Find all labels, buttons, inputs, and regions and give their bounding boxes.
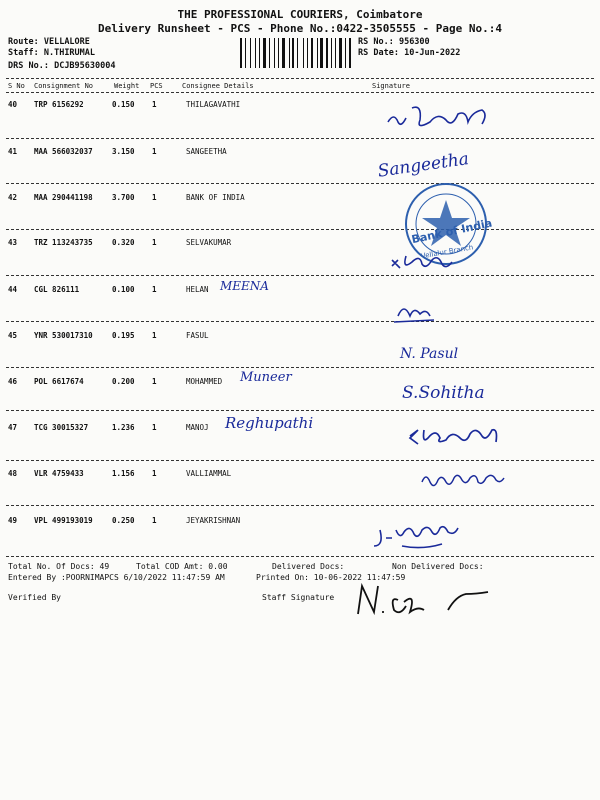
delivered-docs: Delivered Docs: bbox=[272, 562, 345, 571]
row-sno: 43 bbox=[8, 238, 18, 247]
barcode-bar bbox=[339, 38, 342, 68]
verified-by-label: Verified By bbox=[8, 593, 61, 602]
row-consignee: FASUL bbox=[186, 331, 209, 340]
barcode-bar bbox=[274, 38, 276, 68]
col-header-consignee: Consignee Details bbox=[182, 82, 254, 90]
barcode-bar bbox=[257, 38, 258, 68]
row-weight: 0.250 bbox=[112, 516, 135, 525]
signature-row-49 bbox=[372, 520, 482, 556]
col-header-weight: Weight bbox=[114, 82, 140, 90]
rs-no-value: 956300 bbox=[398, 37, 430, 47]
barcode-bar bbox=[326, 38, 328, 68]
row-pcs: 1 bbox=[152, 469, 157, 478]
rs-date-line bbox=[358, 48, 460, 58]
barcode-bar bbox=[267, 38, 268, 68]
barcode-bar bbox=[240, 38, 242, 68]
row-weight: 0.150 bbox=[112, 100, 135, 109]
row-pcs: 1 bbox=[152, 147, 157, 156]
barcode-bar bbox=[269, 38, 270, 68]
signature-row-41-text: Sangeetha bbox=[376, 149, 471, 182]
staff-signature-mark bbox=[352, 580, 532, 620]
row-consignee: VALLIAMMAL bbox=[186, 469, 232, 478]
barcode-bar bbox=[263, 38, 266, 68]
row-sno: 44 bbox=[8, 285, 18, 294]
row-weight: 1.236 bbox=[112, 423, 135, 432]
barcode-bar bbox=[307, 38, 308, 68]
stamp-bank-name: Bank of India bbox=[410, 216, 494, 247]
row-weight: 1.156 bbox=[112, 469, 135, 478]
rs-date-value: 10-Jun-2022 bbox=[404, 48, 461, 58]
barcode-bar bbox=[243, 38, 244, 68]
signature-row-43 bbox=[388, 248, 478, 278]
barcode-bar bbox=[286, 38, 288, 68]
row-consignment: VLR 4759433 bbox=[34, 469, 84, 478]
row-consignment: MAA 566032037 bbox=[34, 147, 93, 156]
row-weight: 0.195 bbox=[112, 331, 135, 340]
barcode-bar bbox=[295, 38, 296, 68]
row-consignment: VPL 499193019 bbox=[34, 516, 93, 525]
row-handwritten-name: MEENA bbox=[220, 279, 269, 293]
signature-row-40 bbox=[380, 100, 520, 138]
row-sno: 48 bbox=[8, 469, 18, 478]
signature-row-47 bbox=[404, 420, 524, 454]
row-sno: 47 bbox=[8, 423, 18, 432]
divider bbox=[6, 229, 594, 230]
divider bbox=[6, 78, 594, 79]
page-title: THE PROFESSIONAL COURIERS, Coimbatore bbox=[177, 8, 423, 21]
total-docs: Total No. Of Docs: 49 bbox=[8, 562, 110, 571]
barcode-bar bbox=[255, 38, 256, 68]
row-weight: 0.100 bbox=[112, 285, 135, 294]
divider bbox=[6, 556, 594, 557]
drs-label: DRS No.: bbox=[8, 61, 49, 71]
divider bbox=[6, 183, 594, 184]
printed-on: Printed On: 10-06-2022 11:47:59 bbox=[256, 573, 406, 582]
barcode-bar bbox=[276, 38, 277, 68]
barcode-bar bbox=[309, 38, 310, 68]
signature-row-46 bbox=[398, 376, 508, 408]
row-pcs: 1 bbox=[152, 285, 157, 294]
drs-value: DCJB95630004 bbox=[54, 61, 116, 71]
barcode-bar bbox=[245, 38, 246, 68]
barcode-bar bbox=[261, 38, 262, 68]
barcode-bar bbox=[252, 38, 254, 68]
row-weight: 3.150 bbox=[112, 147, 135, 156]
row-consignment: TCG 30015327 bbox=[34, 423, 89, 432]
row-pcs: 1 bbox=[152, 516, 157, 525]
route-line bbox=[8, 37, 90, 47]
col-header-pcs: PCS bbox=[150, 82, 163, 90]
non-delivered-docs: Non Delivered Docs: bbox=[392, 562, 484, 571]
signature-row-45 bbox=[396, 336, 506, 368]
barcode-bar bbox=[329, 38, 330, 68]
row-consignee: MOHAMMED bbox=[186, 377, 223, 386]
barcode-bar bbox=[292, 38, 294, 68]
row-sno: 41 bbox=[8, 147, 18, 156]
row-pcs: 1 bbox=[152, 377, 157, 386]
rs-date-label: RS Date: bbox=[358, 48, 399, 58]
row-handwritten-name: Reghupathi bbox=[225, 414, 314, 432]
row-weight: 3.700 bbox=[112, 193, 135, 202]
row-consignment: CGL 826111 bbox=[34, 285, 80, 294]
staff-signature-label: Staff Signature bbox=[262, 593, 335, 602]
route-label: Route: bbox=[8, 37, 39, 47]
row-pcs: 1 bbox=[152, 331, 157, 340]
barcode-bar bbox=[282, 38, 285, 68]
barcode-bar bbox=[259, 38, 261, 68]
row-consignee: HELAN bbox=[186, 285, 209, 294]
barcode-bar bbox=[324, 38, 325, 68]
col-header-consignment: Consignment No bbox=[34, 82, 94, 90]
barcode-bar bbox=[290, 38, 291, 68]
divider bbox=[6, 92, 594, 93]
row-weight: 0.200 bbox=[112, 377, 135, 386]
rs-no-line bbox=[358, 37, 430, 47]
barcode-bar bbox=[247, 38, 250, 68]
staff-label: Staff: bbox=[8, 48, 39, 58]
barcode-bar bbox=[299, 38, 302, 68]
row-pcs: 1 bbox=[152, 100, 157, 109]
rs-no-label: RS No.: bbox=[358, 37, 394, 47]
col-header-signature: Signature bbox=[372, 82, 410, 90]
barcode-bar bbox=[278, 38, 279, 68]
staff-value: N.THIRUMAL bbox=[43, 48, 96, 58]
entered-by: Entered By :POORNIMAPCS 6/10/2022 11:47:59 AM bbox=[8, 573, 225, 582]
row-consignee: BANK OF INDIA bbox=[186, 193, 245, 202]
stamp-branch-name: Vellalur Branch bbox=[420, 243, 474, 261]
staff-line bbox=[8, 48, 95, 58]
row-consignee: THILAGAVATHI bbox=[186, 100, 241, 109]
route-value: VELLALORE bbox=[43, 37, 90, 47]
row-handwritten-name: Muneer bbox=[240, 370, 292, 385]
row-consignee: SANGEETHA bbox=[186, 147, 227, 156]
row-consignment: TRZ 113243735 bbox=[34, 238, 93, 247]
barcode-bar bbox=[303, 38, 304, 68]
barcode-bar bbox=[320, 38, 323, 68]
row-pcs: 1 bbox=[152, 193, 157, 202]
divider bbox=[6, 460, 594, 461]
barcode-bar bbox=[314, 38, 316, 68]
barcode-bar bbox=[304, 38, 306, 68]
barcode-bar bbox=[337, 38, 338, 68]
divider bbox=[6, 275, 594, 276]
row-consignee: SELVAKUMAR bbox=[186, 238, 232, 247]
barcode-bar bbox=[345, 38, 347, 68]
barcode-bar bbox=[271, 38, 273, 68]
barcode-bar bbox=[297, 38, 298, 68]
barcode-bar bbox=[335, 38, 336, 68]
divider bbox=[6, 410, 594, 411]
page-subtitle: Delivery Runsheet - PCS - Phone No.:0422-3505555 - Page No.:4 bbox=[98, 22, 502, 35]
row-sno: 46 bbox=[8, 377, 18, 386]
barcode-bar bbox=[332, 38, 334, 68]
row-weight: 0.320 bbox=[112, 238, 135, 247]
barcode-bar bbox=[347, 38, 348, 68]
row-consignment: POL 6617674 bbox=[34, 377, 84, 386]
barcode-image bbox=[240, 38, 352, 68]
total-cod: Total COD Amt: 0.00 bbox=[136, 562, 228, 571]
divider bbox=[6, 138, 594, 139]
signature-row-46-text: S.Sohitha bbox=[402, 383, 485, 403]
barcode-bar bbox=[343, 38, 344, 68]
row-consignment: MAA 290441198 bbox=[34, 193, 93, 202]
barcode-bar bbox=[349, 38, 351, 68]
barcode-bar bbox=[280, 38, 281, 68]
row-pcs: 1 bbox=[152, 238, 157, 247]
barcode-bar bbox=[250, 38, 251, 68]
row-sno: 42 bbox=[8, 193, 18, 202]
barcode-bar bbox=[311, 38, 313, 68]
row-sno: 45 bbox=[8, 331, 18, 340]
row-consignment: TRP 6156292 bbox=[34, 100, 84, 109]
drs-line bbox=[8, 61, 116, 71]
signature-row-44 bbox=[390, 298, 450, 328]
row-pcs: 1 bbox=[152, 423, 157, 432]
signature-row-48 bbox=[418, 468, 528, 494]
signature-row-45-text: N. Pasul bbox=[400, 346, 459, 362]
row-consignment: YNR 530017310 bbox=[34, 331, 93, 340]
barcode-bar bbox=[289, 38, 290, 68]
barcode-bar bbox=[331, 38, 332, 68]
row-consignee: MANOJ bbox=[186, 423, 209, 432]
row-consignee: JEYAKRISHNAN bbox=[186, 516, 241, 525]
barcode-bar bbox=[317, 38, 318, 68]
row-sno: 49 bbox=[8, 516, 18, 525]
row-sno: 40 bbox=[8, 100, 18, 109]
barcode-bar bbox=[318, 38, 319, 68]
col-header-sno: S No bbox=[8, 82, 25, 90]
divider bbox=[6, 321, 594, 322]
divider bbox=[6, 505, 594, 506]
